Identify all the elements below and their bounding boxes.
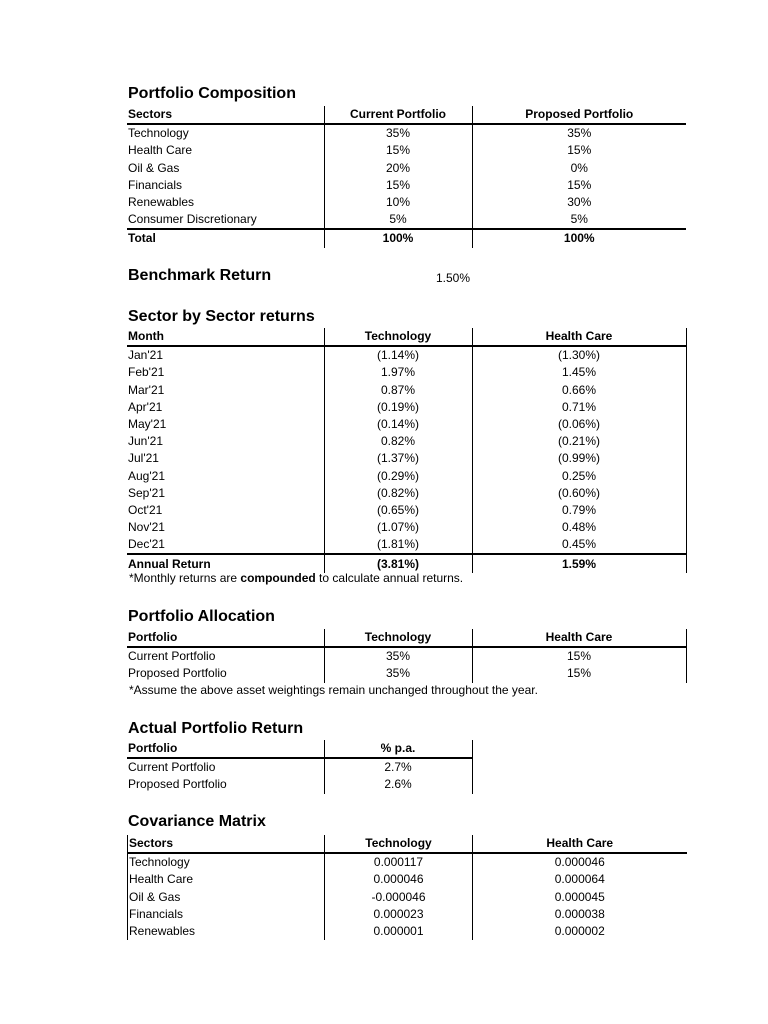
value-cell: 100% <box>324 229 472 247</box>
note-text: *Monthly returns are <box>129 571 241 585</box>
table-row <box>128 853 687 871</box>
table-row <box>127 468 686 485</box>
row-label-cell: Current Portfolio <box>127 647 324 665</box>
value-cell: 0.48% <box>472 519 686 536</box>
covariance-matrix-table <box>127 835 687 940</box>
value-cell: (1.07%) <box>324 519 472 536</box>
value-cell: % p.a. <box>324 740 472 758</box>
covariance-matrix-title: Covariance Matrix <box>128 813 266 830</box>
value-cell: 0.000001 <box>325 923 473 940</box>
value-cell: 0.000002 <box>554 924 605 939</box>
row-label-cell: Health Care <box>128 871 325 888</box>
value-cell: 15% <box>472 647 686 665</box>
row-label-cell: Consumer Discretionary <box>127 211 324 229</box>
value-cell: 2.7% <box>324 758 472 776</box>
note-emphasis: compounded <box>240 571 316 585</box>
value-cell: 5% <box>570 212 588 227</box>
table-row <box>128 889 687 906</box>
table-row <box>127 776 472 793</box>
value-cell: 15% <box>567 177 592 192</box>
header-row <box>128 835 687 853</box>
value-cell: 15% <box>324 177 472 194</box>
row-label-cell: Sectors <box>128 835 325 853</box>
table-row <box>127 177 686 194</box>
row-label-cell: Proposed Portfolio <box>127 665 324 682</box>
value-cell: 15% <box>324 142 472 159</box>
table-row <box>128 871 687 888</box>
table-row <box>127 519 686 536</box>
value-cell: 5% <box>324 211 472 229</box>
value-cell: 30% <box>567 195 592 210</box>
value-cell: (3.81%) <box>324 554 472 572</box>
table-row <box>127 485 686 502</box>
row-label-cell: Technology <box>128 853 325 871</box>
sector-returns-title: Sector by Sector returns <box>128 308 315 325</box>
value-cell: 0.000064 <box>554 872 605 887</box>
table-row <box>127 364 686 381</box>
row-label-cell: Financials <box>128 906 325 923</box>
table-row <box>127 502 686 519</box>
value-cell: 0.82% <box>324 433 472 450</box>
table-row <box>127 346 686 364</box>
value-cell: (0.19%) <box>324 399 472 416</box>
table-row <box>127 758 472 776</box>
value-cell: 20% <box>324 160 472 177</box>
table-row <box>127 665 686 682</box>
value-cell: 35% <box>324 124 472 142</box>
row-label-cell: Renewables <box>128 923 325 940</box>
value-cell: (1.37%) <box>324 450 472 467</box>
row-label-cell: Sep'21 <box>127 485 324 502</box>
value-cell: Health Care <box>473 835 687 853</box>
table-row <box>127 211 686 229</box>
row-label-cell: Jul'21 <box>127 450 324 467</box>
row-label-cell: Jun'21 <box>127 433 324 450</box>
value-cell: 0.79% <box>472 502 686 519</box>
row-label-cell: Oil & Gas <box>128 889 325 906</box>
value-cell: 0.87% <box>324 382 472 399</box>
row-label-cell: Dec'21 <box>127 536 324 554</box>
value-cell: Technology <box>325 835 473 853</box>
value-cell: (1.14%) <box>324 346 472 364</box>
value-cell: 0.000045 <box>554 889 605 904</box>
row-label-cell: Aug'21 <box>127 468 324 485</box>
value-cell: (0.14%) <box>324 416 472 433</box>
value-cell: -0.000046 <box>325 889 473 906</box>
value-cell: 35% <box>324 665 472 682</box>
table-row <box>127 399 686 416</box>
value-cell: 0% <box>570 160 588 175</box>
value-cell: 0.000023 <box>325 906 473 923</box>
row-label-cell: Renewables <box>127 194 324 211</box>
table-row <box>127 433 686 450</box>
value-cell: (1.81%) <box>324 536 472 554</box>
value-cell: Current Portfolio <box>324 106 472 124</box>
value-cell: (0.06%) <box>472 416 686 433</box>
actual-portfolio-return-table <box>127 740 473 794</box>
note-text: to calculate annual returns. <box>315 571 464 585</box>
header-row <box>127 106 686 124</box>
table-row <box>127 160 686 177</box>
value-cell: (0.21%) <box>472 433 686 450</box>
table-row <box>128 906 687 923</box>
row-label-cell: Financials <box>127 177 324 194</box>
total-row <box>127 229 686 247</box>
value-cell: Proposed Portfolio <box>472 106 686 124</box>
value-cell: 15% <box>567 143 592 158</box>
value-cell: 0.000038 <box>554 906 605 921</box>
value-cell: (0.82%) <box>324 485 472 502</box>
row-label-cell: Health Care <box>127 142 324 159</box>
value-cell: 0.45% <box>472 536 686 554</box>
value-cell: (0.60%) <box>472 485 686 502</box>
row-label-cell: Technology <box>127 124 324 142</box>
row-label-cell: Annual Return <box>127 554 324 572</box>
row-label-cell: Oct'21 <box>127 502 324 519</box>
value-cell: Health Care <box>472 328 686 346</box>
row-label-cell: Month <box>127 328 324 346</box>
benchmark-return-title: Benchmark Return <box>128 267 272 284</box>
value-cell: 0.71% <box>472 399 686 416</box>
value-cell: 100% <box>472 229 686 247</box>
value-cell: 1.97% <box>324 364 472 381</box>
value-cell: 2.6% <box>324 776 472 793</box>
row-label-cell: Portfolio <box>127 740 324 758</box>
table-row <box>128 923 687 940</box>
portfolio-allocation-title: Portfolio Allocation <box>128 608 275 625</box>
row-label-cell: Feb'21 <box>127 364 324 381</box>
portfolio-composition-title: Portfolio Composition <box>128 85 296 102</box>
value-cell: 10% <box>324 194 472 211</box>
row-label-cell: Nov'21 <box>127 519 324 536</box>
value-cell: (1.30%) <box>472 346 686 364</box>
row-label-cell: Sectors <box>127 106 324 124</box>
value-cell: (0.99%) <box>472 450 686 467</box>
header-row <box>127 629 686 647</box>
row-label-cell: Oil & Gas <box>127 160 324 177</box>
sector-returns-note <box>129 570 463 586</box>
value-cell: 35% <box>324 647 472 665</box>
value-cell: 15% <box>472 665 686 682</box>
value-cell: Health Care <box>472 629 686 647</box>
table-row <box>127 450 686 467</box>
row-label-cell: Proposed Portfolio <box>127 776 324 793</box>
row-label-cell: Mar'21 <box>127 382 324 399</box>
benchmark-return-value: 1.50% <box>436 271 471 285</box>
sector-returns-table <box>127 328 687 573</box>
value-cell: 0.000046 <box>554 855 605 870</box>
value-cell: 1.45% <box>472 364 686 381</box>
portfolio-allocation-table <box>127 629 687 683</box>
row-label-cell: Total <box>127 229 324 247</box>
table-row <box>127 142 686 159</box>
row-label-cell: May'21 <box>127 416 324 433</box>
allocation-note: *Assume the above asset weightings remain unchanged throughout the year. <box>129 683 538 697</box>
row-label-cell: Current Portfolio <box>127 758 324 776</box>
actual-portfolio-return-title: Actual Portfolio Return <box>128 720 304 737</box>
row-label-cell: Apr'21 <box>127 399 324 416</box>
portfolio-composition-table <box>127 106 686 248</box>
row-label-cell: Jan'21 <box>127 346 324 364</box>
value-cell: (0.29%) <box>324 468 472 485</box>
row-label-cell: Portfolio <box>127 629 324 647</box>
table-row <box>127 124 686 142</box>
value-cell: 0.66% <box>472 382 686 399</box>
value-cell: 1.59% <box>472 554 686 572</box>
table-row <box>127 194 686 211</box>
table-row <box>127 382 686 399</box>
header-row <box>127 740 472 758</box>
value-cell: Technology <box>324 328 472 346</box>
value-cell: (0.65%) <box>324 502 472 519</box>
value-cell: 0.000046 <box>325 871 473 888</box>
header-row <box>127 328 686 346</box>
table-row <box>127 416 686 433</box>
value-cell: 0.25% <box>472 468 686 485</box>
value-cell: Technology <box>324 629 472 647</box>
table-row <box>127 536 686 554</box>
value-cell: 35% <box>567 126 592 141</box>
table-row <box>127 647 686 665</box>
value-cell: 0.000117 <box>325 853 473 871</box>
